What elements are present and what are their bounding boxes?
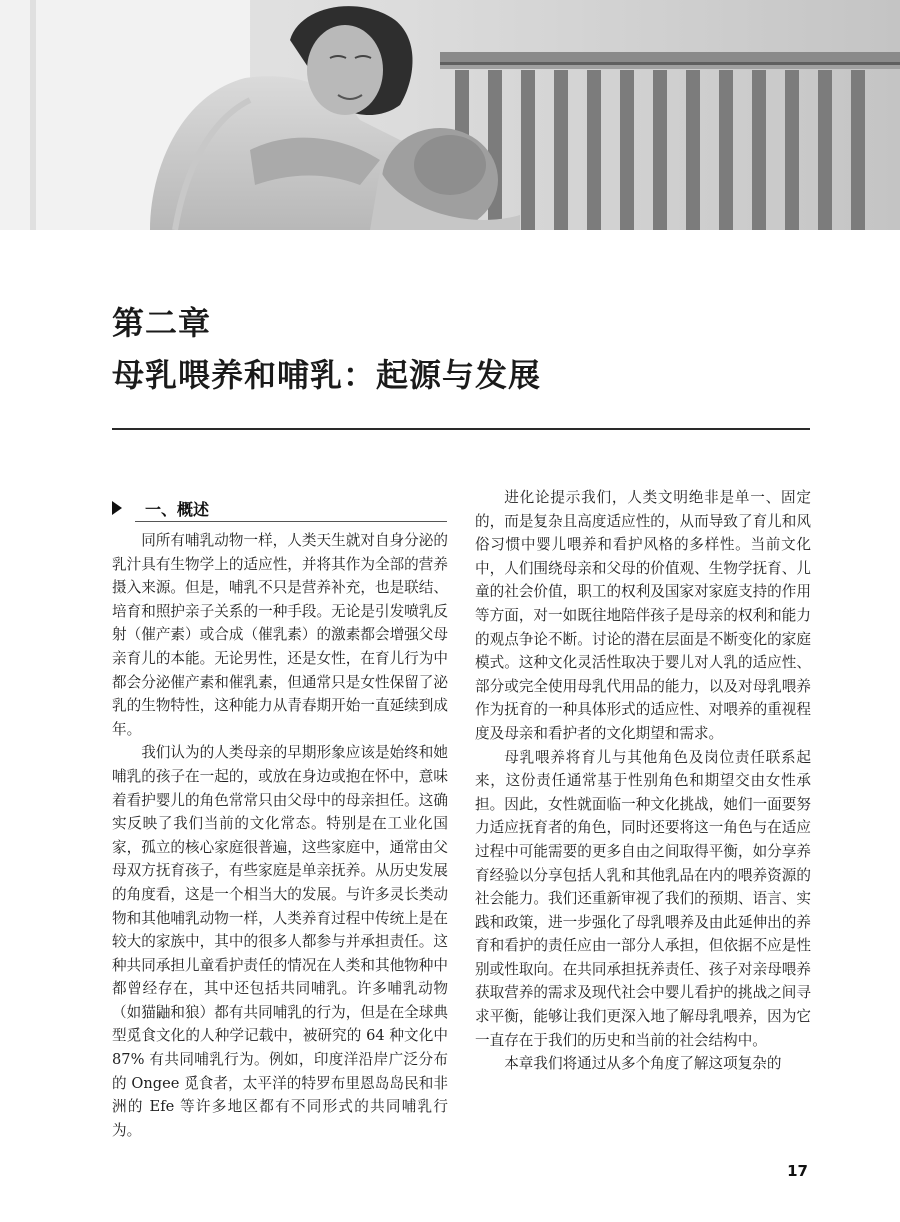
paragraph: 进化论提示我们，人类文明绝非是单一、固定的，而是复杂且高度适应性的，从而导致了育儿和风俗习惯中婴儿喂养和看护风格的多样性。当前文化中，人们围绕母亲和父母的价值观、生物学抚育、儿童的社会价值，职工的权利及国家对家庭支持的作用等方面，对一如既往地陪伴孩子是母亲的权利和能力的观点争论不断。讨论的潜在层面是不断变化的家庭模式。这种文化灵活性取决于婴儿对人乳的适应性、部分或完全使用母乳代用品的能力，以及对母乳喂养作为抚育的一种具体形式的适应性、对喂养的重视程度及母亲和看护者的文化期望和需求。 (475, 489, 811, 742)
right-column (475, 486, 811, 1076)
section-divider (135, 521, 447, 522)
title-divider (112, 428, 810, 430)
section-heading-label: 一、概述 (145, 500, 210, 519)
section-heading (112, 497, 448, 521)
header-photo (0, 0, 900, 230)
paragraph: 我们认为的人类母亲的早期形象应该是始终和她哺乳的孩子在一起的，或放在身边或抱在怀中，意味着看护婴儿的角色常常只由父母中的母亲担任。这确实反映了我们当前的文化常态。特别是在工业化国家，孤立的核心家庭很普遍，这些家庭中，通常由父母双方抚育孩子，有些家庭是单亲抚养。从历史发展的角度看，这是一个相当大的发展。与许多灵长类动物和其他哺乳动物一样，人类养育过程中传统上是在较大的家族中，其中的很多人都参与并承担责任。这种共同承担儿童看护责任的情况在人类和其他物种中都曾经存在，其中还包括共同哺乳。许多哺乳动物（如猫鼬和狼）都有共同哺乳的行为，但是在全球典型觅食文化的人种学记载中，被研究的 64 种文化中 87% 有共同哺乳行为。例如，印度洋沿岸广泛分布的 Ongee 觅食者，太平洋的特罗布里恩岛岛民和非洲的 Efe 等许多地区都有不同形式的共同哺乳行为。 (112, 744, 448, 1139)
chapter-number: 第二章 (112, 304, 212, 342)
page-number: 17 (787, 1162, 808, 1180)
paragraph: 同所有哺乳动物一样，人类天生就对自身分泌的乳汁具有生物学上的适应性，并将其作为全部的营养摄入来源。但是，哺乳不只是营养补充，也是联结、培育和照护亲子关系的一种手段。无论是引发喷乳反射（催产素）或合成（催乳素）的激素都会增强父母亲育儿的本能。无论男性，还是女性，在育儿行为中都会分泌催产素和催乳素，但通常只是女性保留了泌乳的生物特性，这种能力从青春期开始一直延续到成年。 (112, 532, 448, 738)
mother-breastfeeding-photo-icon (0, 0, 900, 230)
paragraph: 本章我们将通过从多个角度了解这项复杂的 (504, 1055, 782, 1073)
triangle-bullet-icon (112, 501, 122, 515)
left-column (112, 529, 448, 1142)
paragraph: 母乳喂养将育儿与其他角色及岗位责任联系起来，这份责任通常基于性别角色和期望交由女性承担。因此，女性就面临一种文化挑战，她们一面要努力适应抚育者的角色，同时还要将这一角色与在适应过程中可能需要的更多自由之间取得平衡，如分享养育经验以分享包括人乳和其他乳品在内的喂养资源的社会能力。我们还重新审视了我们的预期、语言、实践和政策，进一步强化了母乳喂养及由此延伸出的养育和看护的责任应由一部分人承担，但依据不应是性别或性取向。在共同承担抚养责任、孩子对亲母喂养获取营养的需求及现代社会中婴儿看护的挑战之间寻求平衡，能够让我们更深入地了解母乳喂养，因为它一直存在于我们的历史和当前的社会结构中。 (475, 748, 811, 1049)
chapter-title: 母乳喂养和哺乳：起源与发展 (112, 356, 542, 394)
